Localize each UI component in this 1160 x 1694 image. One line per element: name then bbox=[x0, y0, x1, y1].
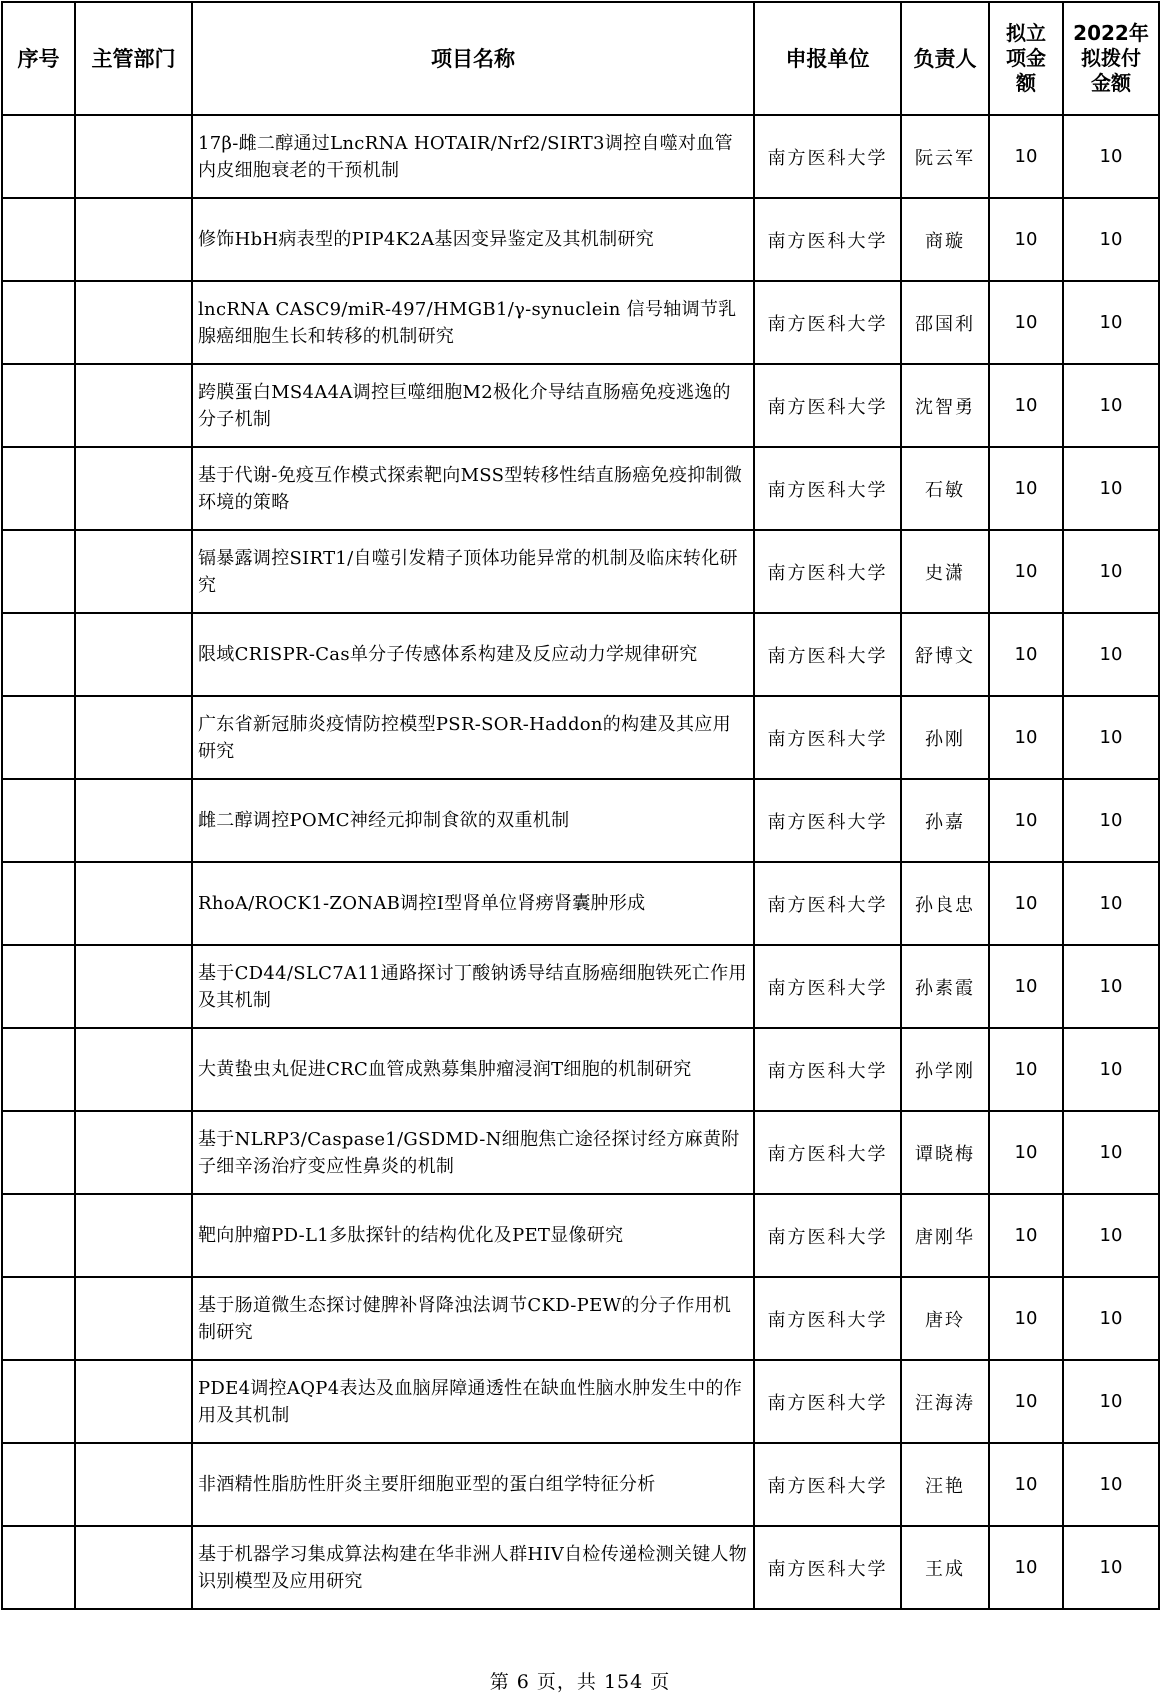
cell-amount: 10 bbox=[989, 1526, 1063, 1609]
cell-seq bbox=[2, 1111, 75, 1194]
cell-amount: 10 bbox=[989, 862, 1063, 945]
cell-dept bbox=[75, 1526, 192, 1609]
cell-person: 孙素霞 bbox=[901, 945, 989, 1028]
header-amount-line2: 项金 bbox=[1006, 46, 1046, 70]
cell-project-name: 大黄蛰虫丸促进CRC血管成熟募集肿瘤浸润T细胞的机制研究 bbox=[192, 1028, 754, 1111]
cell-unit: 南方医科大学 bbox=[754, 198, 901, 281]
cell-person: 邵国利 bbox=[901, 281, 989, 364]
table-row bbox=[2, 1111, 1159, 1194]
cell-person: 汪艳 bbox=[901, 1443, 989, 1526]
cell-seq bbox=[2, 1277, 75, 1360]
cell-unit: 南方医科大学 bbox=[754, 364, 901, 447]
project-table bbox=[1, 1, 1160, 1610]
table-row bbox=[2, 281, 1159, 364]
header-unit: 申报单位 bbox=[754, 2, 901, 115]
cell-unit: 南方医科大学 bbox=[754, 1360, 901, 1443]
cell-project-name: 广东省新冠肺炎疫情防控模型PSR-SOR-Haddon的构建及其应用研究 bbox=[192, 696, 754, 779]
cell-person: 唐玲 bbox=[901, 1277, 989, 1360]
table-row bbox=[2, 1443, 1159, 1526]
cell-pay: 10 bbox=[1063, 862, 1159, 945]
header-pay-line2: 拟拨付 bbox=[1081, 46, 1141, 70]
cell-dept bbox=[75, 530, 192, 613]
cell-unit: 南方医科大学 bbox=[754, 945, 901, 1028]
cell-seq bbox=[2, 447, 75, 530]
cell-person: 舒博文 bbox=[901, 613, 989, 696]
cell-seq bbox=[2, 862, 75, 945]
cell-dept bbox=[75, 364, 192, 447]
cell-amount: 10 bbox=[989, 779, 1063, 862]
cell-unit: 南方医科大学 bbox=[754, 281, 901, 364]
cell-project-name: 靶向肿瘤PD-L1多肽探针的结构优化及PET显像研究 bbox=[192, 1194, 754, 1277]
cell-dept bbox=[75, 862, 192, 945]
table-row bbox=[2, 1277, 1159, 1360]
header-pay-line3: 金额 bbox=[1091, 71, 1131, 95]
cell-seq bbox=[2, 779, 75, 862]
cell-unit: 南方医科大学 bbox=[754, 779, 901, 862]
cell-project-name: 限域CRISPR-Cas单分子传感体系构建及反应动力学规律研究 bbox=[192, 613, 754, 696]
table-row bbox=[2, 862, 1159, 945]
cell-seq bbox=[2, 530, 75, 613]
table-row bbox=[2, 779, 1159, 862]
table-row bbox=[2, 1028, 1159, 1111]
cell-pay: 10 bbox=[1063, 1443, 1159, 1526]
cell-amount: 10 bbox=[989, 281, 1063, 364]
header-row bbox=[2, 2, 1159, 115]
cell-person: 王成 bbox=[901, 1526, 989, 1609]
cell-dept bbox=[75, 198, 192, 281]
table-row bbox=[2, 364, 1159, 447]
cell-pay: 10 bbox=[1063, 447, 1159, 530]
cell-unit: 南方医科大学 bbox=[754, 862, 901, 945]
cell-seq bbox=[2, 1360, 75, 1443]
cell-dept bbox=[75, 115, 192, 198]
cell-pay: 10 bbox=[1063, 1360, 1159, 1443]
cell-person: 沈智勇 bbox=[901, 364, 989, 447]
page-number-label: 第 6 页，共 154 页 bbox=[489, 1671, 671, 1693]
cell-dept bbox=[75, 447, 192, 530]
header-person: 负责人 bbox=[901, 2, 989, 115]
table-row bbox=[2, 613, 1159, 696]
cell-dept bbox=[75, 1360, 192, 1443]
cell-pay: 10 bbox=[1063, 1111, 1159, 1194]
cell-amount: 10 bbox=[989, 1111, 1063, 1194]
cell-pay: 10 bbox=[1063, 1526, 1159, 1609]
cell-unit: 南方医科大学 bbox=[754, 115, 901, 198]
cell-seq bbox=[2, 696, 75, 779]
cell-pay: 10 bbox=[1063, 1277, 1159, 1360]
cell-pay: 10 bbox=[1063, 530, 1159, 613]
cell-amount: 10 bbox=[989, 613, 1063, 696]
cell-unit: 南方医科大学 bbox=[754, 696, 901, 779]
cell-amount: 10 bbox=[989, 1028, 1063, 1111]
header-amount-line1: 拟立 bbox=[1006, 21, 1046, 45]
cell-dept bbox=[75, 1443, 192, 1526]
cell-seq bbox=[2, 945, 75, 1028]
header-project: 项目名称 bbox=[192, 2, 754, 115]
header-dept: 主管部门 bbox=[75, 2, 192, 115]
cell-pay: 10 bbox=[1063, 779, 1159, 862]
cell-pay: 10 bbox=[1063, 281, 1159, 364]
cell-dept bbox=[75, 613, 192, 696]
cell-dept bbox=[75, 1111, 192, 1194]
cell-project-name: 跨膜蛋白MS4A4A调控巨噬细胞M2极化介导结直肠癌免疫逃逸的分子机制 bbox=[192, 364, 754, 447]
cell-dept bbox=[75, 945, 192, 1028]
cell-person: 唐刚华 bbox=[901, 1194, 989, 1277]
cell-person: 孙学刚 bbox=[901, 1028, 989, 1111]
table-row bbox=[2, 198, 1159, 281]
cell-amount: 10 bbox=[989, 1443, 1063, 1526]
cell-unit: 南方医科大学 bbox=[754, 1111, 901, 1194]
cell-seq bbox=[2, 1526, 75, 1609]
cell-dept bbox=[75, 1194, 192, 1277]
cell-seq bbox=[2, 364, 75, 447]
cell-unit: 南方医科大学 bbox=[754, 613, 901, 696]
cell-project-name: 非酒精性脂肪性肝炎主要肝细胞亚型的蛋白组学特征分析 bbox=[192, 1443, 754, 1526]
cell-project-name: 基于肠道微生态探讨健脾补肾降浊法调节CKD-PEW的分子作用机制研究 bbox=[192, 1277, 754, 1360]
cell-unit: 南方医科大学 bbox=[754, 1277, 901, 1360]
cell-amount: 10 bbox=[989, 696, 1063, 779]
cell-amount: 10 bbox=[989, 198, 1063, 281]
cell-unit: 南方医科大学 bbox=[754, 1443, 901, 1526]
cell-project-name: 基于CD44/SLC7A11通路探讨丁酸钠诱导结直肠癌细胞铁死亡作用及其机制 bbox=[192, 945, 754, 1028]
cell-pay: 10 bbox=[1063, 1194, 1159, 1277]
cell-unit: 南方医科大学 bbox=[754, 1028, 901, 1111]
cell-project-name: RhoA/ROCK1-ZONAB调控I型肾单位肾痨肾囊肿形成 bbox=[192, 862, 754, 945]
cell-person: 孙良忠 bbox=[901, 862, 989, 945]
cell-person: 汪海涛 bbox=[901, 1360, 989, 1443]
table-row bbox=[2, 530, 1159, 613]
cell-person: 孙刚 bbox=[901, 696, 989, 779]
table-row bbox=[2, 945, 1159, 1028]
table-row bbox=[2, 1360, 1159, 1443]
cell-project-name: 17β-雌二醇通过LncRNA HOTAIR/Nrf2/SIRT3调控自噬对血管内皮细胞衰老的干预机制 bbox=[192, 115, 754, 198]
cell-dept bbox=[75, 696, 192, 779]
cell-person: 史潇 bbox=[901, 530, 989, 613]
cell-seq bbox=[2, 1194, 75, 1277]
cell-person: 阮云军 bbox=[901, 115, 989, 198]
cell-pay: 10 bbox=[1063, 613, 1159, 696]
table-row bbox=[2, 1526, 1159, 1609]
cell-unit: 南方医科大学 bbox=[754, 530, 901, 613]
cell-pay: 10 bbox=[1063, 115, 1159, 198]
cell-unit: 南方医科大学 bbox=[754, 447, 901, 530]
cell-dept bbox=[75, 1028, 192, 1111]
cell-pay: 10 bbox=[1063, 945, 1159, 1028]
cell-pay: 10 bbox=[1063, 1028, 1159, 1111]
cell-project-name: PDE4调控AQP4表达及血脑屏障通透性在缺血性脑水肿发生中的作用及其机制 bbox=[192, 1360, 754, 1443]
table-row bbox=[2, 1194, 1159, 1277]
cell-pay: 10 bbox=[1063, 696, 1159, 779]
cell-pay: 10 bbox=[1063, 198, 1159, 281]
cell-person: 孙嘉 bbox=[901, 779, 989, 862]
cell-project-name: 基于NLRP3/Caspase1/GSDMD-N细胞焦亡途径探讨经方麻黄附子细辛汤治疗变应性鼻炎的机制 bbox=[192, 1111, 754, 1194]
cell-project-name: 基于机器学习集成算法构建在华非洲人群HIV自检传递检测关键人物识别模型及应用研究 bbox=[192, 1526, 754, 1609]
header-seq: 序号 bbox=[2, 2, 75, 115]
cell-seq bbox=[2, 281, 75, 364]
cell-amount: 10 bbox=[989, 364, 1063, 447]
cell-pay: 10 bbox=[1063, 364, 1159, 447]
header-amount bbox=[989, 2, 1063, 115]
table-row bbox=[2, 447, 1159, 530]
cell-person: 石敏 bbox=[901, 447, 989, 530]
cell-amount: 10 bbox=[989, 530, 1063, 613]
cell-project-name: 修饰HbH病表型的PIP4K2A基因变异鉴定及其机制研究 bbox=[192, 198, 754, 281]
header-pay bbox=[1063, 2, 1159, 115]
table-row bbox=[2, 696, 1159, 779]
cell-dept bbox=[75, 281, 192, 364]
table-row bbox=[2, 115, 1159, 198]
cell-seq bbox=[2, 1443, 75, 1526]
cell-amount: 10 bbox=[989, 447, 1063, 530]
cell-person: 谭晓梅 bbox=[901, 1111, 989, 1194]
table-body bbox=[2, 115, 1159, 1609]
cell-seq bbox=[2, 613, 75, 696]
cell-unit: 南方医科大学 bbox=[754, 1526, 901, 1609]
cell-amount: 10 bbox=[989, 1194, 1063, 1277]
cell-seq bbox=[2, 1028, 75, 1111]
cell-project-name: 雌二醇调控POMC神经元抑制食欲的双重机制 bbox=[192, 779, 754, 862]
cell-project-name: 镉暴露调控SIRT1/自噬引发精子顶体功能异常的机制及临床转化研究 bbox=[192, 530, 754, 613]
cell-amount: 10 bbox=[989, 945, 1063, 1028]
header-pay-line1: 2022年 bbox=[1073, 21, 1149, 45]
cell-unit: 南方医科大学 bbox=[754, 1194, 901, 1277]
header-amount-line3: 额 bbox=[1016, 71, 1036, 95]
cell-person: 商璇 bbox=[901, 198, 989, 281]
cell-dept bbox=[75, 779, 192, 862]
cell-dept bbox=[75, 1277, 192, 1360]
cell-seq bbox=[2, 115, 75, 198]
cell-amount: 10 bbox=[989, 1360, 1063, 1443]
cell-seq bbox=[2, 198, 75, 281]
cell-project-name: lncRNA CASC9/miR-497/HMGB1/γ-synuclein 信号轴调节乳腺癌细胞生长和转移的机制研究 bbox=[192, 281, 754, 364]
cell-project-name: 基于代谢-免疫互作模式探索靶向MSS型转移性结直肠癌免疫抑制微环境的策略 bbox=[192, 447, 754, 530]
cell-amount: 10 bbox=[989, 115, 1063, 198]
page-footer bbox=[0, 1667, 1160, 1694]
cell-amount: 10 bbox=[989, 1277, 1063, 1360]
